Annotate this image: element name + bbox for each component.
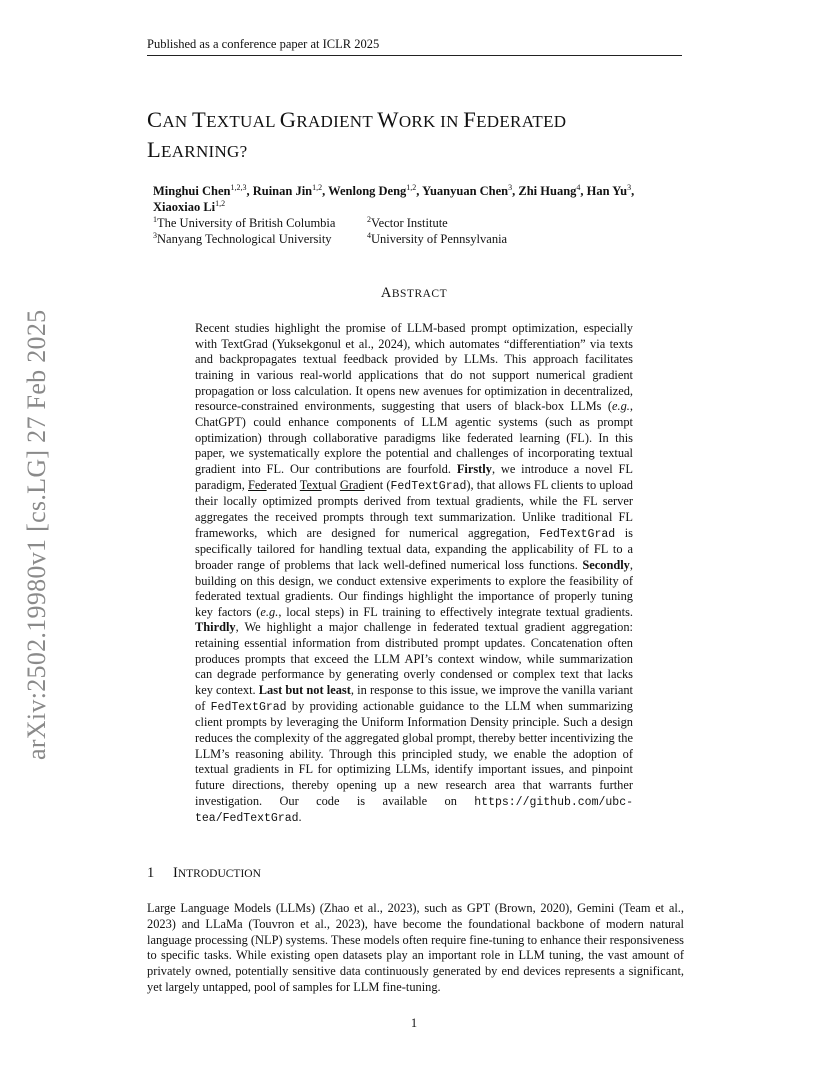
bold-text: Last but not least bbox=[258, 683, 351, 698]
abstract-text: , we introduce a novel FL paradigm, bbox=[195, 461, 633, 492]
code-text: https://github.com/ubc-tea/FedTextGrad bbox=[195, 795, 633, 826]
code-text: FedTextGrad bbox=[390, 479, 467, 493]
paper-title bbox=[147, 106, 687, 166]
title-line-1: CAN TEXTUAL GRADIENT WORK IN FEDERATED bbox=[147, 107, 567, 132]
abstract-text: ient ( bbox=[364, 477, 391, 492]
title-line-2: LEARNING? bbox=[147, 137, 248, 162]
abstract-text: ual bbox=[321, 477, 340, 492]
code-text: FedTextGrad bbox=[210, 700, 287, 714]
author: Han Yu$^3$, bbox=[586, 182, 635, 198]
code-text: FedTextGrad bbox=[539, 527, 616, 541]
bold-text: Secondly bbox=[582, 557, 630, 572]
abstract-text: , in response to this issue, we improve the vanilla variant of bbox=[195, 683, 633, 713]
affiliation: $^4$University of Pennsylvania bbox=[367, 230, 508, 246]
section-number: 1 bbox=[147, 865, 155, 881]
introduction-paragraph: Large Language Models (LLMs) (Zhao et al., 2023), such as GPT (Brown, 2020), Gemini (Team et al., 2023) and LLaMa (Touvron et al., 2023), have become the foundational backbone of modern natural language processing (NLP) systems. These models often require fine-tuning to enhance their responsiveness to specific tasks. While existing open datasets play an important role in LLM tuning, the vast amount of privately owned, potentially sensitive data continuously generated by end devices represents a significant, yet largely untapped, pool of samples for LLM fine-tuning. bbox=[147, 901, 684, 994]
author: Zhi Huang$^4$, bbox=[518, 182, 587, 198]
abstract-text: , building on this design, we conduct extensive experiments to explore the feasibility of federated textual gradients. Our findings highlight the importance of properly tuning key factors ( bbox=[195, 557, 633, 619]
abstract-text: Recent studies highlight the promise of LLM-based prompt optimization, especially with TextGrad (Yuksekgonul et al., 2024), which automates “differentiation” via texts and backpropagates textual feedback provided by LLMs. This approach facilitates training in various real-world applications that do not support numerical gradient propagation or loss calculation. It opens new avenues for optimization in decentralized, resource-constrained environments, suggesting that users of black-box LLMs ( bbox=[195, 321, 633, 414]
abstract-text: e.g. bbox=[260, 604, 279, 619]
abstract-text: by providing actionable guidance to the LLM when summarizing client prompts by leveraging the Uniform Information Density principle. Such a design reduces the complexity of the aggregated global prompt, thereby better incentivizing the LLM’s reasoning ability. Through this principled study, we enable the adoption of textual gradients in FL for optimizing LLMs, identify important issues, and pinpoint future directions, thereby opening up a new research area that warrants further investigation. Our code is available on bbox=[195, 698, 633, 808]
abstract-text: , We highlight a major challenge in federated textual gradient aggregation: retaining essential information from distributed prompt updates. Concatenation often produces prompts that exceed the LLM API’s context window, while summarization can degrade performance by generating overly condensed or complex text that lacks key context. bbox=[195, 620, 633, 698]
abstract-text: e.g. bbox=[612, 399, 630, 414]
abstract-text: Grad bbox=[339, 477, 365, 492]
page-number: 1 bbox=[410, 1016, 418, 1030]
running-header: Published as a conference paper at ICLR 2025 bbox=[147, 37, 682, 56]
author: Xiaoxiao Li$^{1,2}$ bbox=[153, 198, 226, 214]
affiliation: $^3$Nanyang Technological University bbox=[153, 230, 332, 246]
affiliation: $^1$The University of British Columbia bbox=[153, 214, 336, 230]
arxiv-watermark: arXiv:2502.19980v1 [cs.LG] 27 Feb 2025 bbox=[22, 309, 51, 760]
affiliation: $^2$Vector Institute bbox=[367, 214, 448, 230]
abstract-text: . bbox=[298, 810, 302, 825]
author: Ruinan Jin$^{1,2}$, bbox=[252, 182, 329, 198]
abstract-text: is specifically tailored for handling textual data, expanding the applicability of FL to a broader range of problems that lack well-defined numerical loss functions. bbox=[195, 525, 633, 572]
author: Minghui Chen$^{1,2,3}$, bbox=[153, 182, 253, 198]
author: Yuanyuan Chen$^3$, bbox=[422, 182, 519, 198]
abstract-text: erated bbox=[266, 477, 300, 492]
abstract-text: Text bbox=[299, 477, 322, 492]
abstract-text: , ChatGPT) could enhance components of LLM agentic systems (such as prompt optimization) through collaborative paradigms like federated learning (FL). In this paper, we systematically explore the potential and challenges of incorporating textual gradient into FL. Our contributions are fourfold. bbox=[195, 399, 633, 476]
bold-text: Thirdly bbox=[195, 620, 236, 635]
abstract-body bbox=[195, 321, 633, 827]
author: Wenlong Deng$^{1,2}$, bbox=[328, 182, 423, 198]
section-heading-introduction: 1 INTRODUCTION bbox=[147, 865, 261, 881]
bold-text: Firstly bbox=[456, 461, 492, 476]
abstract-text: , local steps) in FL training to effectively integrate textual gradients. bbox=[278, 604, 633, 619]
abstract-text: Fed bbox=[248, 477, 267, 492]
affiliation-row-1 bbox=[153, 214, 448, 231]
author-list bbox=[153, 183, 698, 215]
affiliation-row-2 bbox=[153, 230, 508, 247]
abstract-text: ), that allows FL clients to upload their locally optimized prompts derived from textual gradients, while the FL server aggregates the received prompts through text summarization. Unlike traditional FL frameworks, which are designed for numerical aggregation, bbox=[195, 477, 633, 540]
abstract-heading: ABSTRACT bbox=[380, 285, 448, 301]
